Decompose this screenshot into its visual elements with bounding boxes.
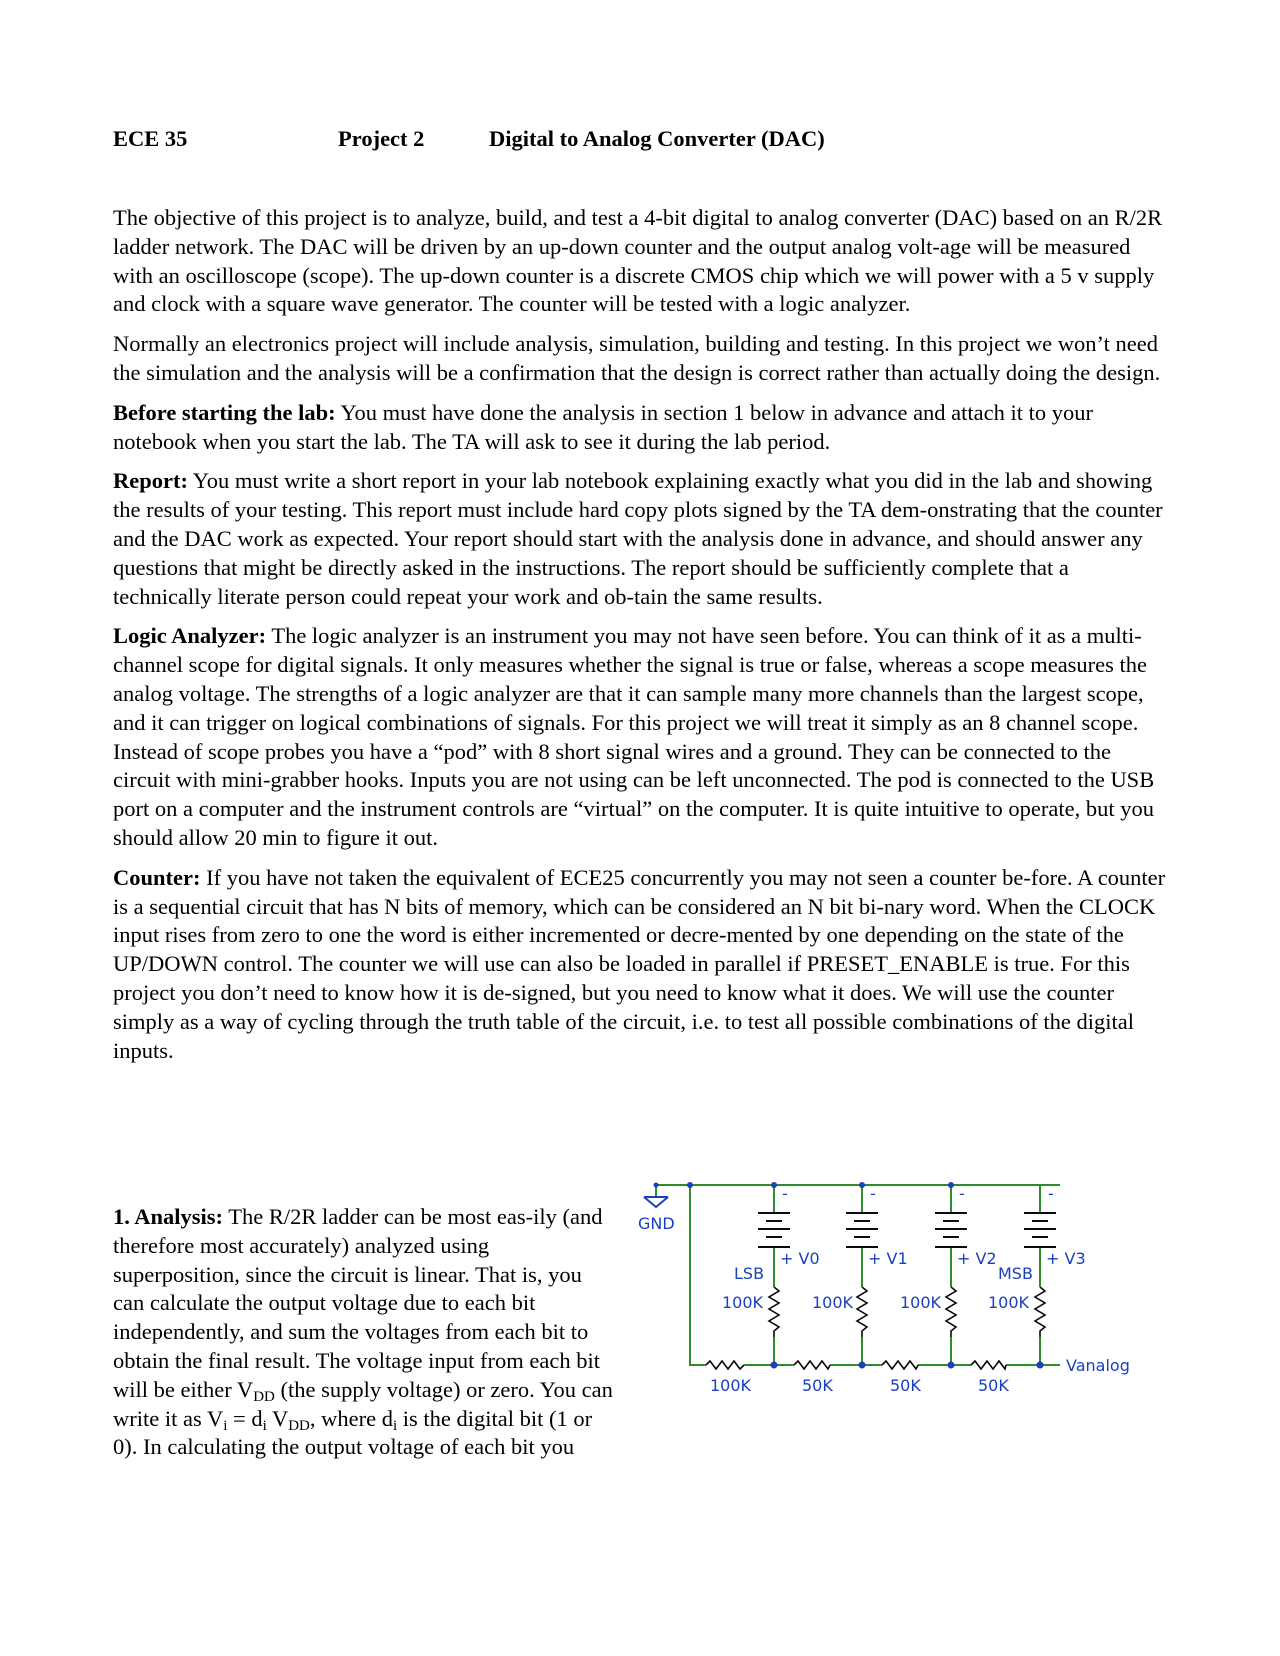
minus-label: - [1048, 1184, 1054, 1203]
battery-icon [758, 1213, 790, 1247]
before-label: Before starting the lab: [113, 399, 336, 425]
subscript-i: i [392, 1417, 398, 1434]
before-text: You must have done the analysis in section 1 below in advance and attach it to your notebook when you start the lab. The TA will ask to see it during the lab period. [113, 399, 1094, 454]
ladder-resistor-2-label: 50K [890, 1376, 921, 1395]
ladder-resistor-0-label: 100K [710, 1376, 752, 1395]
logic-analyzer-text: The logic analyzer is an instrument you may not have seen before. You can think of it as a multi-channel scope for digital signals. It only measures whether the signal is true or false, whereas a scope measures the analog voltage. The strengths of a logic analyzer are that it can sample many more channels than the largest scope, and it can trigger on logical combinations of signals. For this project we will treat it simply as an 8 channel scope. Instead of scope probes you have a “pod” with 8 short signal wires and a ground. They can be connected to the circuit with mini-grabber hooks. Inputs you are not using can be left unconnected. The pod is connected to the USB port on a computer and the instrument controls are “virtual” on the computer. It is quite intuitive to operate, but you should allow 20 min to figure it out. [113, 623, 1155, 850]
counter-text: If you have not taken the equivalent of ECE25 concurrently you may not seen a counter be-fore. A counter is a sequential circuit that has N bits of memory, which can be considered an N bit bi-nary word. When the CLOCK input rises from zero to one the word is either incremented or decre-mented by one depending on the state of the UP/DOWN control. The counter we will use can also be loaded in parallel if PRESET_ENABLE is true. For this project you don’t need to know how it is de-signed, but you need to know what it does. We will use the counter simply as a way of cycling through the truth table of the circuit, i.e. to test all possible combinations of the digital inputs. [113, 864, 1166, 1063]
ground-return-wire [690, 1185, 706, 1365]
ground-symbol-icon [644, 1197, 668, 1207]
vertical-resistor-2-label: 100K [900, 1293, 942, 1312]
resistor-icon [857, 1287, 867, 1337]
resistor-icon [794, 1361, 830, 1369]
report-text: You must write a short report in your lab notebook explaining exactly what you did in the lab and showing the results of your testing. This report must include hard copy plots signed by the TA dem-onstrating that the counter and the DAC work as expected. Your report should start with the analysis done in advance, and should answer any questions that might be directly asked in the instructions. The report should be sufficiently complete that a technically literate person could repeat your work and ob-tain the same results. [113, 468, 1163, 609]
battery-icon [935, 1213, 967, 1247]
analysis-text-2: (the supply voltage) or zero. You can write it as V [113, 1376, 613, 1431]
analysis-text-6: is the digital bit (1 or 0). In calculating the output voltage of each bit you [113, 1405, 593, 1460]
resistor-icon [946, 1287, 956, 1337]
before-paragraph [113, 399, 1166, 457]
voltage-sources [758, 1213, 1056, 1247]
source-label-v3: + V3 [1046, 1249, 1086, 1268]
report-paragraph [113, 467, 1166, 611]
analysis-text-1: The R/2R ladder can be most eas-ily (and therefore most accurately) analyzed using superposition, since the circuit is linear. That is, you can calculate the output voltage due to each bit independently, and sum the voltages from each bit to obtain the final result. The voltage input from each bit will be either V [113, 1204, 603, 1402]
r2r-ladder-schematic [630, 1175, 1170, 1405]
course-number: ECE 35 [113, 126, 188, 151]
subscript-dd: DD [253, 1388, 275, 1405]
analysis-text-3: = d [227, 1405, 263, 1431]
report-label: Report: [113, 468, 188, 494]
minus-label: - [782, 1184, 788, 1203]
objective-paragraph: The objective of this project is to analyze, build, and test a 4-bit digital to analog converter (DAC) based on an R/2R ladder network. The DAC will be driven by an up-down counter and the output analog volt-age will be measured with an oscilloscope (scope). The up-down counter is a discrete CMOS chip which we will power with a 5 v supply and clock with a square wave generator. The counter will be tested with a logic analyzer. [113, 205, 1163, 317]
output-label: Vanalog [1066, 1356, 1130, 1375]
analysis-text-5: , where d [309, 1405, 393, 1431]
analysis-label: 1. Analysis: [113, 1204, 224, 1229]
resistor-icon [971, 1361, 1006, 1369]
vertical-resistor-3-label: 100K [988, 1293, 1030, 1312]
msb-label: MSB [998, 1264, 1033, 1283]
subscript-i: i [223, 1417, 228, 1434]
resistor-icon [1035, 1287, 1045, 1337]
lsb-label: LSB [734, 1264, 765, 1283]
vertical-resistor-0-label: 100K [722, 1293, 764, 1312]
analysis-section [113, 1203, 613, 1462]
project-number: Project 2 [338, 126, 425, 151]
counter-label: Counter: [113, 864, 201, 890]
source-label-v2: + V2 [957, 1249, 997, 1268]
resistor-icon [882, 1361, 918, 1369]
ladder-resistor-1-label: 50K [802, 1376, 833, 1395]
source-label-v0: + V0 [780, 1249, 820, 1268]
minus-label: - [870, 1184, 876, 1203]
analysis-paragraph [113, 1203, 613, 1462]
battery-icon [846, 1213, 878, 1247]
gnd-label: GND [638, 1214, 675, 1233]
ladder-resistor-3-label: 50K [978, 1376, 1009, 1395]
project-title: Digital to Analog Converter (DAC) [489, 126, 825, 151]
body-text [113, 204, 1166, 1076]
source-label-v1: + V1 [868, 1249, 908, 1268]
page-header [113, 126, 1173, 160]
junction-nodes [654, 1182, 1044, 1369]
battery-icon [1024, 1213, 1056, 1247]
resistor-icon [769, 1287, 779, 1337]
counter-paragraph [113, 864, 1166, 1066]
normally-paragraph: Normally an electronics project will include analysis, simulation, building and testing. In this project we won’t need the simulation and the analysis will be a confirmation that the design is correct rather than actually doing the design. [113, 331, 1161, 385]
subscript-dd: DD [288, 1417, 310, 1434]
logic-analyzer-label: Logic Analyzer: [113, 623, 267, 649]
logic-analyzer-paragraph [113, 622, 1166, 852]
resistor-icon [706, 1361, 744, 1369]
vertical-resistor-1-label: 100K [812, 1293, 854, 1312]
minus-label: - [959, 1184, 965, 1203]
subscript-i: i [262, 1417, 267, 1434]
analysis-text-4: V [266, 1405, 289, 1431]
